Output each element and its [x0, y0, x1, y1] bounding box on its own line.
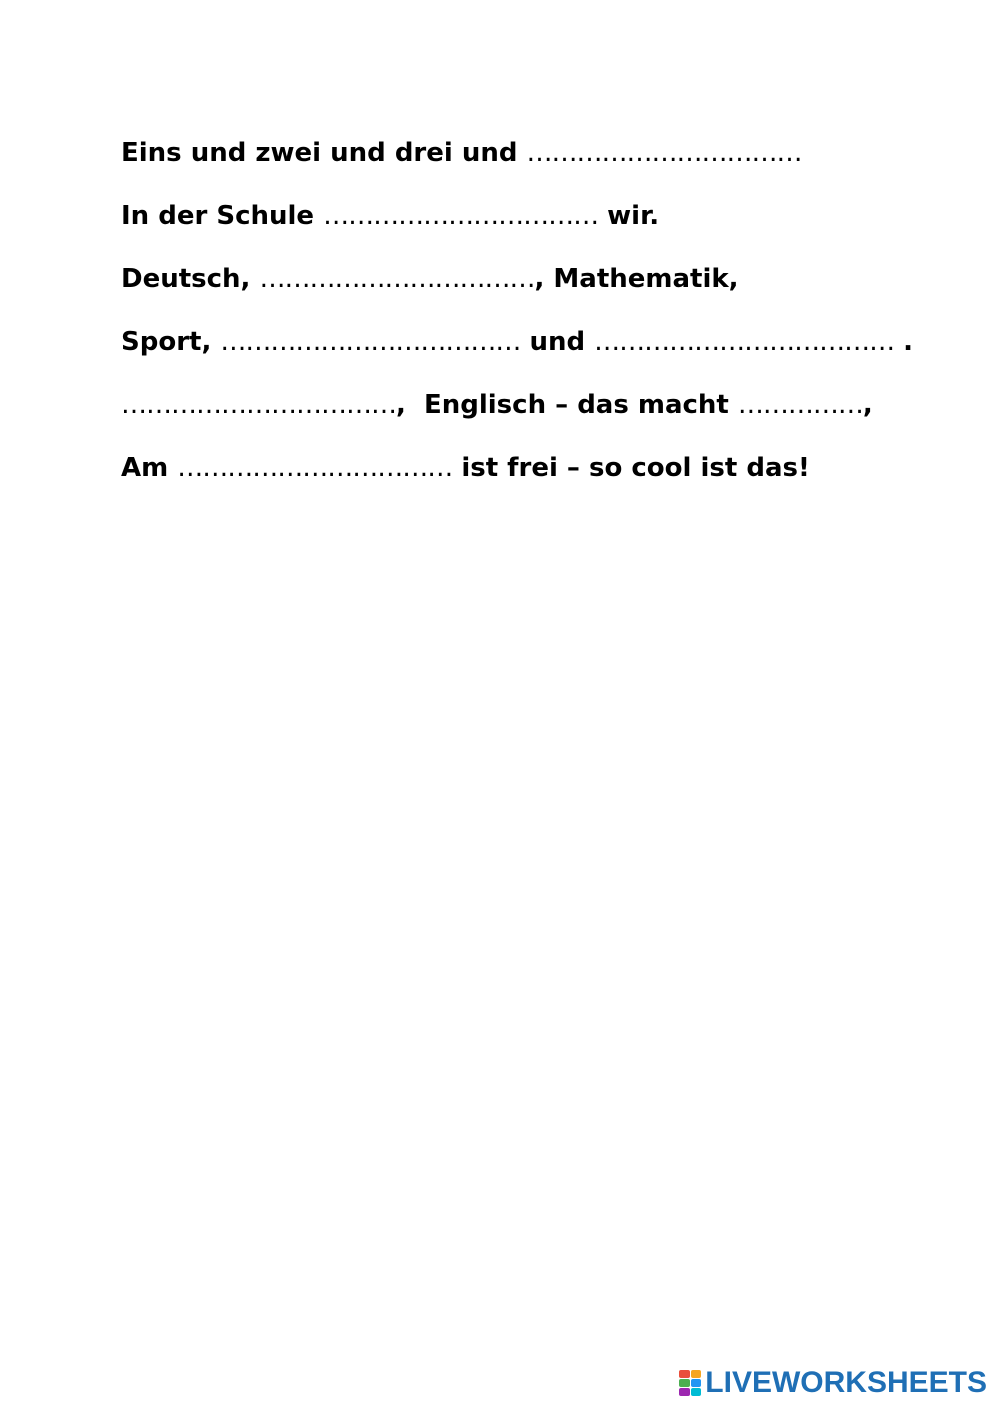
logo-tile: [679, 1379, 690, 1387]
line-text: und: [520, 327, 595, 357]
line-text: wir.: [598, 201, 660, 231]
line-text: Eins und zwei und drei und: [121, 138, 527, 168]
answer-blank[interactable]: ……………………………: [323, 201, 599, 231]
line-text: ,: [862, 390, 873, 420]
worksheet-line: [121, 258, 921, 321]
worksheet-line: [121, 384, 921, 447]
worksheet-line: [121, 321, 921, 384]
logo-tile: [679, 1370, 690, 1378]
answer-blank[interactable]: ……………………………: [121, 390, 396, 420]
line-text: , Englisch – das macht: [396, 390, 738, 420]
answer-blank[interactable]: ………………………………: [594, 327, 895, 357]
worksheet-line: [121, 447, 921, 510]
liveworksheets-logo-icon: [679, 1370, 701, 1396]
line-text: In der Schule: [121, 201, 324, 231]
answer-blank[interactable]: ………………………………: [220, 327, 521, 357]
logo-tile: [691, 1370, 702, 1378]
worksheet-text: [121, 132, 921, 510]
line-text: ist frei – so cool ist das!: [452, 453, 810, 483]
worksheet-line: [121, 132, 921, 195]
line-text: Sport,: [121, 327, 221, 357]
answer-blank[interactable]: ……………………………: [259, 264, 535, 294]
answer-blank[interactable]: ……………………………: [177, 453, 453, 483]
logo-text: LIVEWORKSHEETS: [705, 1366, 987, 1399]
logo-tile: [691, 1379, 702, 1387]
logo-tile: [679, 1388, 690, 1396]
line-text: Am: [121, 453, 178, 483]
logo-tile: [691, 1388, 702, 1396]
answer-blank[interactable]: ……………: [737, 390, 863, 420]
line-text: Deutsch,: [121, 264, 260, 294]
line-text: .: [894, 327, 914, 357]
answer-blank[interactable]: ……………………………: [526, 138, 802, 168]
line-text: , Mathematik,: [534, 264, 739, 294]
worksheet-line: [121, 195, 921, 258]
liveworksheets-logo: [679, 1368, 987, 1398]
